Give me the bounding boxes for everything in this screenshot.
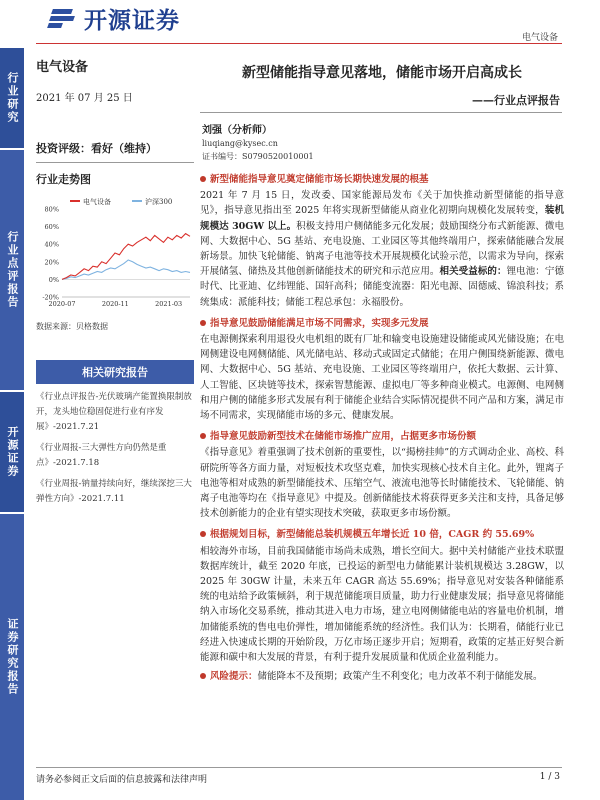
logo-mark-icon	[48, 7, 78, 31]
x-tick-label: 2021-03	[155, 300, 183, 308]
header-divider	[36, 43, 562, 44]
section-paragraph: 相较海外市场，目前我国储能市场尚未成熟，增长空间大。据中关村储能产业技术联盟数据库统计，截至 2020 年底，已投运的新型电力储能累计装机规模达 3.28GW，以 2025 年 30GW 计量，未来五年 CAGR 高达 55.69%；指导意见对安装各种储能系统的电站给予政策倾斜，利于规范储能项目质量，助力行业健康发展；指导意见将储能纳入市场化交易系统，推动其进入电力市场，建立电网侧储能电站的容量电价机制，增加储能系统的售电电价弹性，增加储能系统的经济性。我们认为：长期看，储能行业已经进入快速成长期的开始阶段，万亿市场正逐步开启；短期看，政策的定基正好契合新能源和碳中和大发展的背景，有利于提升发展质量和优质企业盈利能力。	[200, 545, 564, 664]
x-tick-label: 2020-11	[101, 300, 129, 308]
analyst-email[interactable]: liuqiang@kysec.cn	[202, 139, 278, 148]
y-tick-label: 80%	[44, 205, 59, 214]
section-heading: 指导意见鼓励储能满足市场不同需求，实现多元发展	[200, 316, 564, 331]
footer-divider	[36, 767, 562, 768]
bullet-icon	[200, 176, 206, 182]
y-tick-label: 60%	[44, 223, 59, 232]
y-tick-label: 0%	[48, 275, 59, 284]
trend-chart	[36, 195, 194, 313]
section-heading: 指导意见鼓励新型技术在储能市场推广应用，占据更多市场份额	[200, 429, 564, 444]
sector-name: 电气设备	[36, 60, 89, 75]
report-title: 新型储能指导意见落地，储能市场开启高成长	[242, 65, 522, 81]
report-body	[200, 166, 564, 685]
section-paragraph: 在电源侧探索利用退役火电机组的既有厂址和输变电设施建设储能或风光储设施；在电网侧建设电网侧储能、风光储电站、移动式或固定式储能；在用户侧围绕新能源、微电网、大数据中心、5G 基站、充电设施、工业园区等终端用户，依托大数据、云计算、人工智能、区块链等技术，探索智慧能源、虚拟电厂等多种商业模式。电源侧、电网侧和用户侧的储能多形式发展有利于储能企业结合实际情况提供不同产品和方案，满足市场不同需求，实现储能市场的多元、健康发展。	[200, 334, 564, 422]
y-tick-label: 40%	[44, 240, 59, 249]
y-tick-label: -20%	[42, 293, 59, 302]
brand-logo	[48, 2, 180, 35]
section-heading: 根据规划目标，新型储能总装机规模五年增长近 10 倍，CAGR 约 55.69%	[200, 527, 564, 542]
trend-chart-title: 行业走势图	[36, 173, 91, 186]
side-tab-industry-research: 行业研究	[0, 48, 24, 148]
bullet-icon	[200, 433, 206, 439]
risk-warning: 风险提示：储能降本不及预期；政策产生不利变化；电力改革不利于储能发展。	[200, 669, 564, 684]
side-tab-report-type: 行业点评报告	[0, 150, 24, 390]
chart-source: 数据来源：贝格数据	[36, 322, 108, 331]
related-report-item[interactable]: 《行业周报-钠量持续向好，继续深挖三大弹性方向》-2021.7.11	[36, 479, 192, 504]
related-report-item[interactable]: 《行业点评报告-光伏玻璃产能置换限制放开，龙头地位稳固促进行业有序发展》-2021.7.21	[36, 392, 192, 432]
header-sector-tag: 电气设备	[521, 33, 558, 43]
section-paragraph: 《指导意见》着重强调了技术创新的重要性，以“揭榜挂帅”的方式调动企业、高校、科研院所等各方面力量，对短板技术攻坚克难，加快实现核心技术自主化。此外，锂离子电池等相对成熟的新型储能技术、压缩空气、液流电池等长时储能技术、飞轮储能、钠离子电池等均在《指导意见》中提及。创新储能技术将获得更多关注和支持，具备足够技术创新能力的企业有望实现技术突破，获取更多市场份额。	[200, 447, 564, 520]
bullet-icon	[200, 673, 206, 679]
analyst-block	[202, 124, 314, 163]
series-line-electric	[62, 234, 190, 280]
report-date: 2021 年 07 月 25 日	[36, 93, 133, 104]
bullet-icon	[200, 531, 206, 537]
side-tab-securities-research: 证券研究报告	[0, 514, 24, 800]
related-reports-title: 相关研究报告	[36, 360, 194, 384]
side-tab-brand: 开源证券	[0, 392, 24, 512]
legend-label: 沪深300	[145, 198, 173, 206]
left-divider	[36, 162, 194, 163]
x-tick-label: 2020-07	[48, 300, 76, 308]
investment-rating: 投资评级：看好（维持）	[36, 142, 157, 155]
title-divider	[200, 112, 562, 113]
analyst-cert: 证书编号：S0790520010001	[202, 152, 314, 161]
series-line-hs300	[62, 260, 190, 279]
analyst-name: 刘强（分析师）	[202, 125, 272, 136]
y-tick-label: 20%	[44, 258, 59, 267]
legend-label: 电气设备	[83, 198, 111, 206]
bullet-icon	[200, 320, 206, 326]
section-heading: 新型储能指导意见奠定储能市场长期快速发展的根基	[200, 172, 564, 187]
footer-disclaimer[interactable]: 请务必参阅正文后面的信息披露和法律声明	[36, 775, 208, 785]
related-reports-list	[36, 390, 194, 507]
related-report-item[interactable]: 《行业周报-三大弹性方向仍然是重点》-2021.7.18	[36, 443, 167, 468]
page-number: 1 / 3	[539, 772, 560, 782]
section-paragraph: 2021 年 7 月 15 日，发改委、国家能源局发布《关于加快推动新型储能的指导意见》，指导意见指出至 2025 年将实现新型储能从商业化初期向规模化发展转变，装机规模达 30GW 以上。积极支持用户侧储能多元化发展；鼓励围绕分布式新能源、微电网、大数据中心、5G 基站、充电设施、工业园区等其他终端用户，探索储能融合发展新场景。加快飞轮储能、钠离子电池等技术开展规模化试验示范，以需求为导向，探索开展储氢、储热及其他创新储能技术的研究和示范应用。相关受益标的：锂电池：宁德时代、比亚迪、亿纬锂能、国轩高科；储能变流器：阳光电源、固德威、锦浪科技；系统集成：派能科技；储能工程总承包：永福股份。	[200, 190, 564, 308]
logo-text: 开源证券	[84, 8, 180, 34]
report-subtitle: ——行业点评报告	[472, 94, 560, 107]
left-column	[36, 56, 194, 513]
